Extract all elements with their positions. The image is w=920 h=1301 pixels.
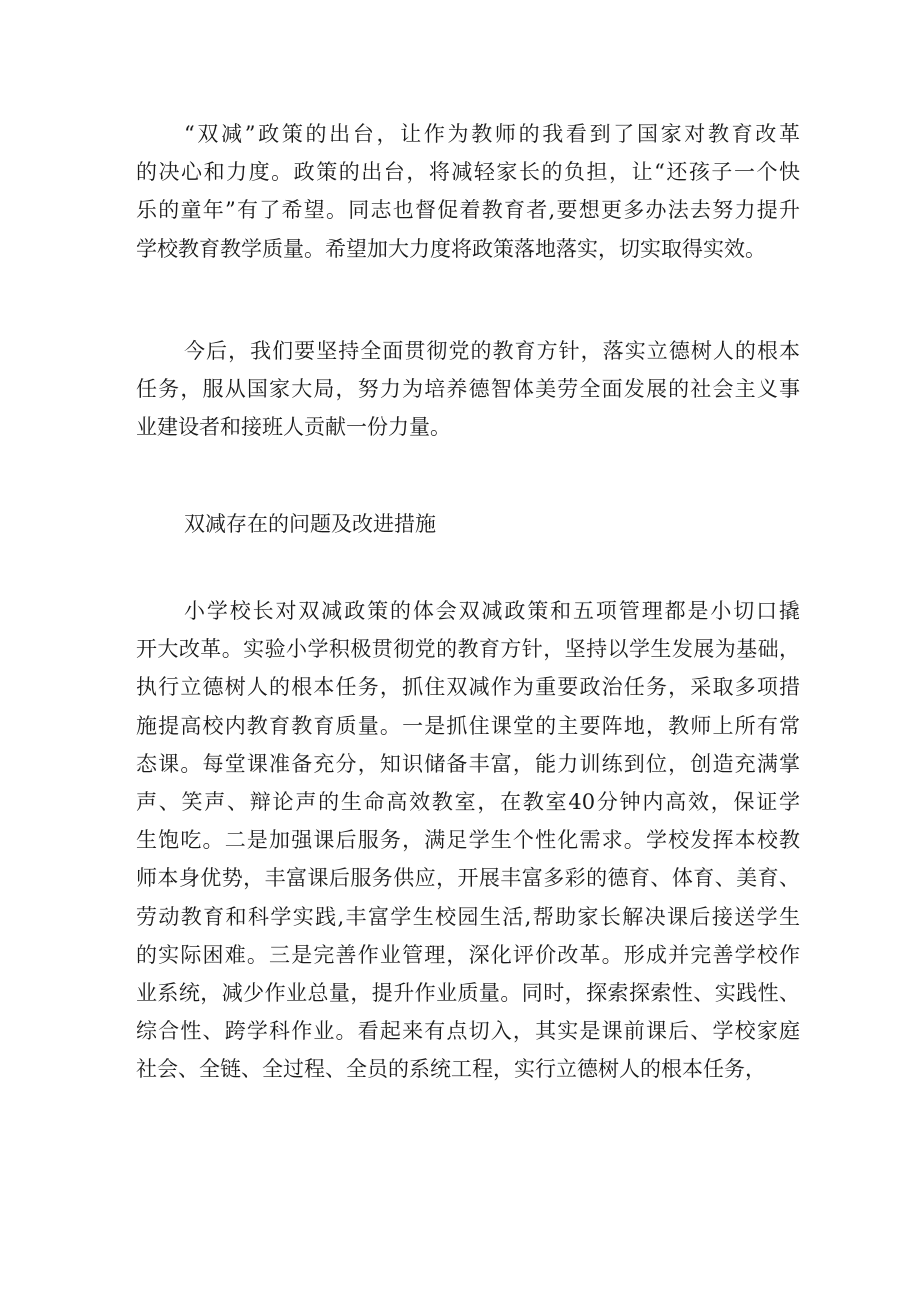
- text-line: 劳动教育和科学实践,丰富学生校园生活,帮助家长解决课后接送学生: [136, 904, 800, 929]
- text-line: 任务，服从国家大局，努力为培养德智体美劳全面发展的社会主义事: [136, 377, 800, 402]
- text-line: 小学校长对双减政策的体会双减政策和五项管理都是小切口撬: [184, 599, 800, 623]
- text-line: 社会、全链、全过程、全员的系统工程，实行立德树人的根本任务，: [136, 1057, 766, 1082]
- text-line: 生饱吃。二是加强课后服务，满足学生个性化需求。学校发挥本校教: [136, 828, 800, 853]
- text-line: 学校教育教学质量。希望加大力度将政策落地落实，切实取得实效。: [136, 236, 766, 261]
- text-line: “双减”政策的出台，让作为教师的我看到了国家对教育改革: [184, 122, 800, 146]
- text-line: 声、笑声、辩论声的生命高效教室，在教室40分钟内高效，保证学: [136, 790, 800, 815]
- text-line: 师本身优势，丰富课后服务供应，开展丰富多彩的德育、体育、美育、: [136, 866, 800, 891]
- text-line: 开大改革。实验小学积极贯彻党的教育方针，坚持以学生发展为基础，: [136, 637, 800, 662]
- text-line: 业系统，减少作业总量，提升作业质量。同时，探索探索性、实践性、: [136, 981, 800, 1006]
- paragraph-future-commitment: [136, 332, 800, 447]
- text-line: 的实际困难。三是完善作业管理，深化评价改革。形成并完善学校作: [136, 942, 800, 967]
- text-line: 乐的童年”有了希望。同志也督促着教育者,要想更多办法去努力提升: [136, 198, 800, 223]
- paragraph-policy-reflection: [136, 115, 800, 268]
- text-line: 综合性、跨学科作业。看起来有点切入，其实是课前课后、学校家庭: [136, 1019, 800, 1044]
- text-line: 今后，我们要坚持全面贯彻党的教育方针，落实立德树人的根本: [184, 339, 800, 363]
- section-heading: [136, 505, 800, 543]
- text-line: 执行立德树人的根本任务，抓住双减作为重要政治任务，采取多项措: [136, 675, 800, 700]
- section-heading-text: 双减存在的问题及改进措施: [184, 512, 436, 536]
- text-line: 态课。每堂课准备充分，知识储备丰富，能力训练到位，创造充满掌: [136, 751, 800, 776]
- text-line: 业建设者和接班人贡献一份力量。: [136, 415, 451, 440]
- text-line: 的决心和力度。政策的出台，将减轻家长的负担，让“还孩子一个快: [136, 160, 800, 185]
- paragraph-principal-experience: [136, 592, 800, 1089]
- text-line: 施提高校内教育教育质量。一是抓住课堂的主要阵地，教师上所有常: [136, 713, 800, 738]
